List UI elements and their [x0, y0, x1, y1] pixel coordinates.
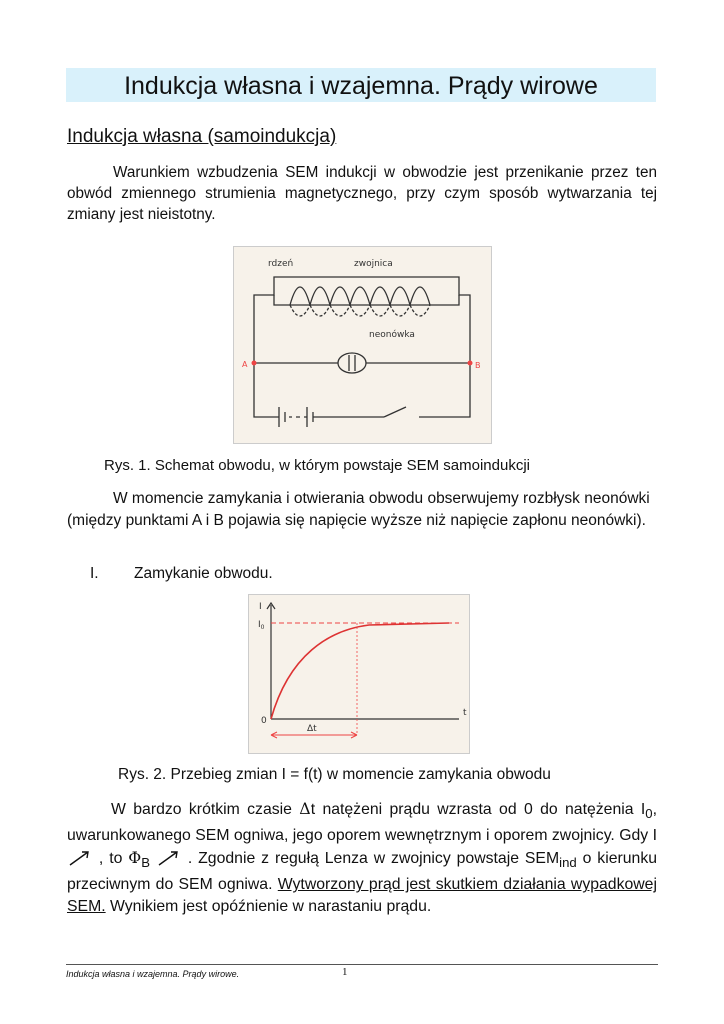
p3-underlined-text: Wytworzony prąd jest skutkiem działania wypadkowej SEM.: [67, 876, 657, 916]
delta-symbol: Δ: [299, 799, 311, 818]
p3-text-c: , uwarunkowanego SEM ogniwa, jego oporem wewnętrznym i oporem zwojnicy. Gdy I: [67, 801, 657, 845]
figure-circuit-diagram: [233, 246, 492, 444]
increase-arrow-icon: [67, 849, 93, 867]
point-a-dot: [252, 361, 257, 366]
delta-t-label: Δt: [307, 724, 317, 734]
paragraph-observation: [67, 488, 667, 532]
p3-text-f: o kierunku przeciwnym do SEM ogniwa.: [67, 850, 658, 894]
label-coil: zwojnica: [354, 259, 393, 269]
paragraph-observation-text: W momencie zamykania i otwierania obwodu obserwujemy rozbłysk neonówki (między punktami A i B pojawia się napięcie wyższe niż napięcie zapłonu neonówki).: [67, 490, 650, 529]
battery: [274, 407, 384, 427]
p3-text-d: , to: [93, 850, 129, 868]
subscript-b: B: [141, 855, 151, 871]
figure-current-graph: [248, 594, 470, 754]
p3-text-a: W bardzo krótkim czasie: [111, 801, 300, 818]
i0-label: $I_0$: [258, 620, 265, 631]
figure2-caption: Rys. 2. Przebieg zmian I = f(t) w momencie zamykania obwodu: [118, 766, 551, 783]
origin-label: 0: [261, 716, 267, 726]
circuit-svg: [234, 247, 491, 443]
coil-top: [290, 287, 430, 305]
p3-text-g: Wynikiem jest opóźnienie w narastaniu prądu.: [105, 898, 432, 916]
label-point-b: B: [475, 361, 481, 370]
page-title: Indukcja własna i wzajemna. Prądy wirowe: [124, 72, 598, 100]
current-graph-svg: [249, 595, 469, 753]
section-heading: Indukcja własna (samoindukcja): [67, 126, 337, 147]
increase-arrow-icon: [156, 849, 182, 867]
y-axis-label: I: [259, 602, 262, 612]
label-core: rdzeń: [268, 259, 294, 269]
title-banner: [66, 68, 656, 102]
list-text: Zamykanie obwodu.: [134, 565, 273, 582]
footer-title: Indukcja własna i wzajemna. Prądy wirowe.: [66, 969, 240, 979]
list-item: [90, 565, 273, 583]
subscript-0: 0: [645, 806, 653, 822]
coil-bottom: [290, 305, 430, 316]
subscript-ind: ind: [559, 855, 577, 871]
paragraph-explanation: [67, 798, 657, 918]
p3-text-b: t natężeni prądu wzrasta od 0 do natężenia I: [310, 801, 646, 818]
paragraph-intro: [67, 162, 657, 225]
paragraph-intro-text: Warunkiem wzbudzenia SEM indukcji w obwodzie jest przenikanie przez ten obwód zmiennego strumienia magnetycznego, przy czym sposób wytwarzania tej zmiany jest nieistotny.: [67, 164, 657, 223]
core-bottom: [274, 295, 459, 305]
neon-bulb: [338, 353, 366, 373]
page-number: 1: [342, 966, 348, 978]
switch-lever: [384, 407, 406, 417]
list-number: I.: [90, 565, 99, 582]
figure1-caption: Rys. 1. Schemat obwodu, w którym powstaje SEM samoindukcji: [104, 457, 530, 474]
footer-divider: [66, 964, 658, 965]
neon-electrodes: [349, 355, 355, 371]
p3-text-e: . Zgodnie z regułą Lenza w zwojnicy powstaje SEM: [181, 850, 560, 868]
label-point-a: A: [242, 360, 248, 369]
label-neon: neonówka: [369, 330, 415, 340]
x-axis-label: t: [463, 708, 467, 718]
current-curve: [271, 623, 449, 719]
phi-symbol: Φ: [128, 848, 142, 868]
wire-right-core: [254, 277, 470, 417]
point-b-dot: [468, 361, 473, 366]
